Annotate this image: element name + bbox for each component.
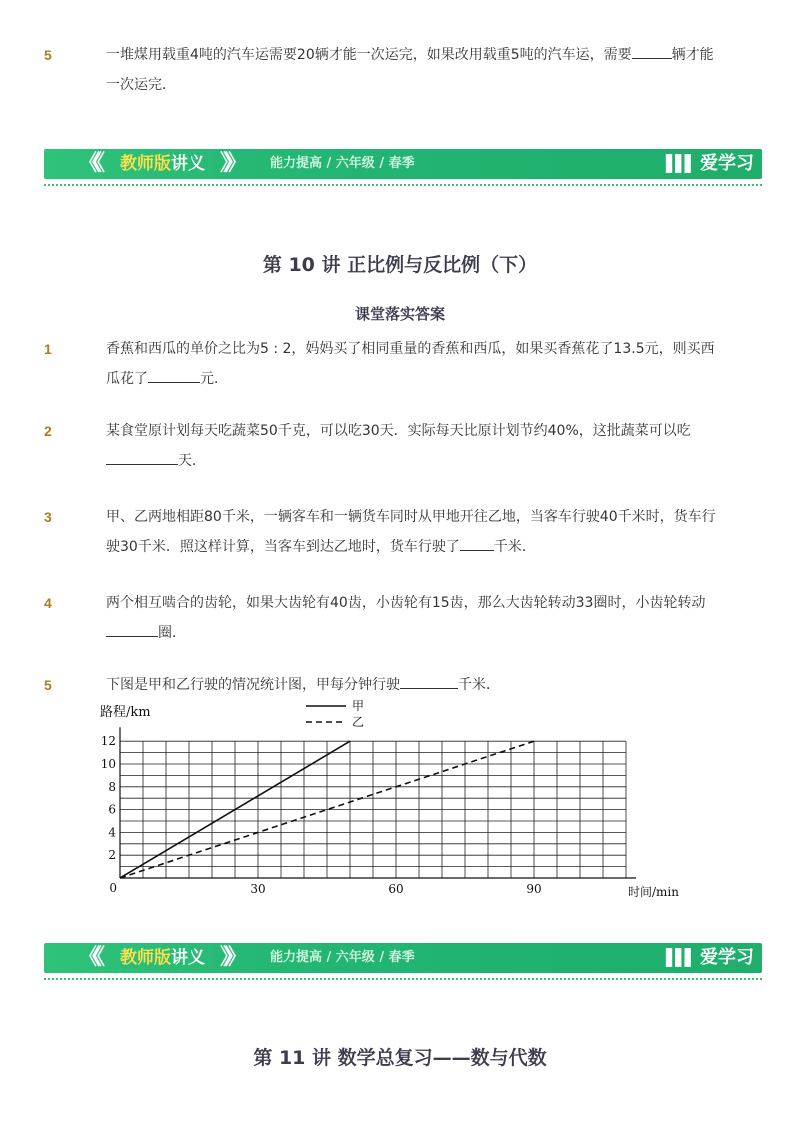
double-chevron-right-icon: 》》	[220, 151, 242, 176]
dotted-divider	[44, 184, 762, 186]
legend-label: 甲	[352, 699, 365, 713]
banner-title: 教师版讲义	[120, 948, 205, 968]
y-tick-label: 4	[108, 825, 116, 840]
header-banner	[44, 149, 762, 189]
question-text: 下图是甲和乙行驶的情况统计图，甲每分钟行驶 千米．	[106, 670, 726, 700]
y-tick-label: 8	[108, 779, 116, 794]
brand-logo: ▌▌▌ 爱学习	[666, 943, 754, 973]
logo-mark-icon: ▌▌▌	[666, 948, 694, 967]
question-number: 1	[44, 341, 52, 357]
y-tick-label: 10	[100, 757, 116, 771]
header-banner	[44, 943, 762, 983]
question-number: 5	[44, 677, 52, 693]
question-text	[106, 40, 726, 100]
y-tick-label: 2	[108, 848, 116, 863]
question-number: 4	[44, 595, 52, 611]
double-chevron-left-icon: 《《	[78, 945, 100, 970]
answer-blank[interactable]	[106, 450, 178, 465]
lecture-title: 第 11 讲 数学总复习——数与代数	[253, 1047, 547, 1069]
question-text: 甲、乙两地相距80千米，一辆客车和一辆货车同时从甲地开往乙地，当客车行驶40千米时，货车行驶30千米．照这样计算，当客车到达乙地时，货车行驶了 千米．	[106, 509, 716, 555]
x-tick-label: 30	[250, 882, 266, 896]
x-axis-label: 时间/min	[628, 885, 679, 899]
x-tick-label: 60	[388, 882, 404, 896]
legend-label: 乙	[352, 715, 365, 729]
y-tick-label: 12	[100, 734, 116, 749]
origin-label: 0	[109, 881, 117, 895]
answer-blank[interactable]	[632, 44, 672, 59]
lecture-title: 第 10 讲 正比例与反比例（下）	[262, 254, 538, 276]
answer-blank[interactable]	[400, 674, 458, 689]
answer-blank[interactable]	[460, 536, 494, 551]
question-number: 3	[44, 509, 52, 525]
brand-logo: ▌▌▌ 爱学习	[666, 149, 754, 179]
distance-time-chart	[100, 699, 679, 905]
question-text: 某食堂原计划每天吃蔬菜50千克，可以吃30天．实际每天比原计划节约40%，这批蔬菜可以吃天．	[106, 423, 691, 469]
banner-title: 教师版讲义	[120, 154, 205, 174]
question-number: 5	[44, 47, 52, 63]
dotted-divider	[44, 978, 762, 980]
banner-breadcrumb: 能力提高 / 六年级 / 春季	[270, 156, 415, 171]
double-chevron-right-icon: 》》	[220, 945, 242, 970]
question-text-part: 辆才能一次运完．	[106, 47, 714, 93]
question-number: 2	[44, 423, 52, 439]
section-title: 课堂落实答案	[354, 305, 445, 323]
answer-blank[interactable]	[148, 368, 200, 383]
banner-breadcrumb: 能力提高 / 六年级 / 春季	[270, 950, 415, 965]
y-axis-label: 路程/km	[100, 705, 151, 720]
x-tick-label: 90	[526, 882, 542, 896]
question-text: 两个相互啮合的齿轮，如果大齿轮有40齿，小齿轮有15齿，那么大齿轮转动33圈时，小齿轮转动圈．	[106, 595, 706, 641]
double-chevron-left-icon: 《《	[78, 151, 100, 176]
answer-blank[interactable]	[106, 622, 158, 637]
y-tick-label: 6	[108, 802, 116, 817]
question-text: 香蕉和西瓜的单价之比为5 : 2，妈妈买了相同重量的香蕉和西瓜，如果买香蕉花了13.5元，则买西瓜花了 元．	[106, 341, 715, 387]
question-text-part: 一堆煤用载重4吨的汽车运需要20辆才能一次运完，如果改用载重5吨的汽车运，需要	[106, 47, 632, 63]
logo-mark-icon: ▌▌▌	[666, 154, 694, 173]
